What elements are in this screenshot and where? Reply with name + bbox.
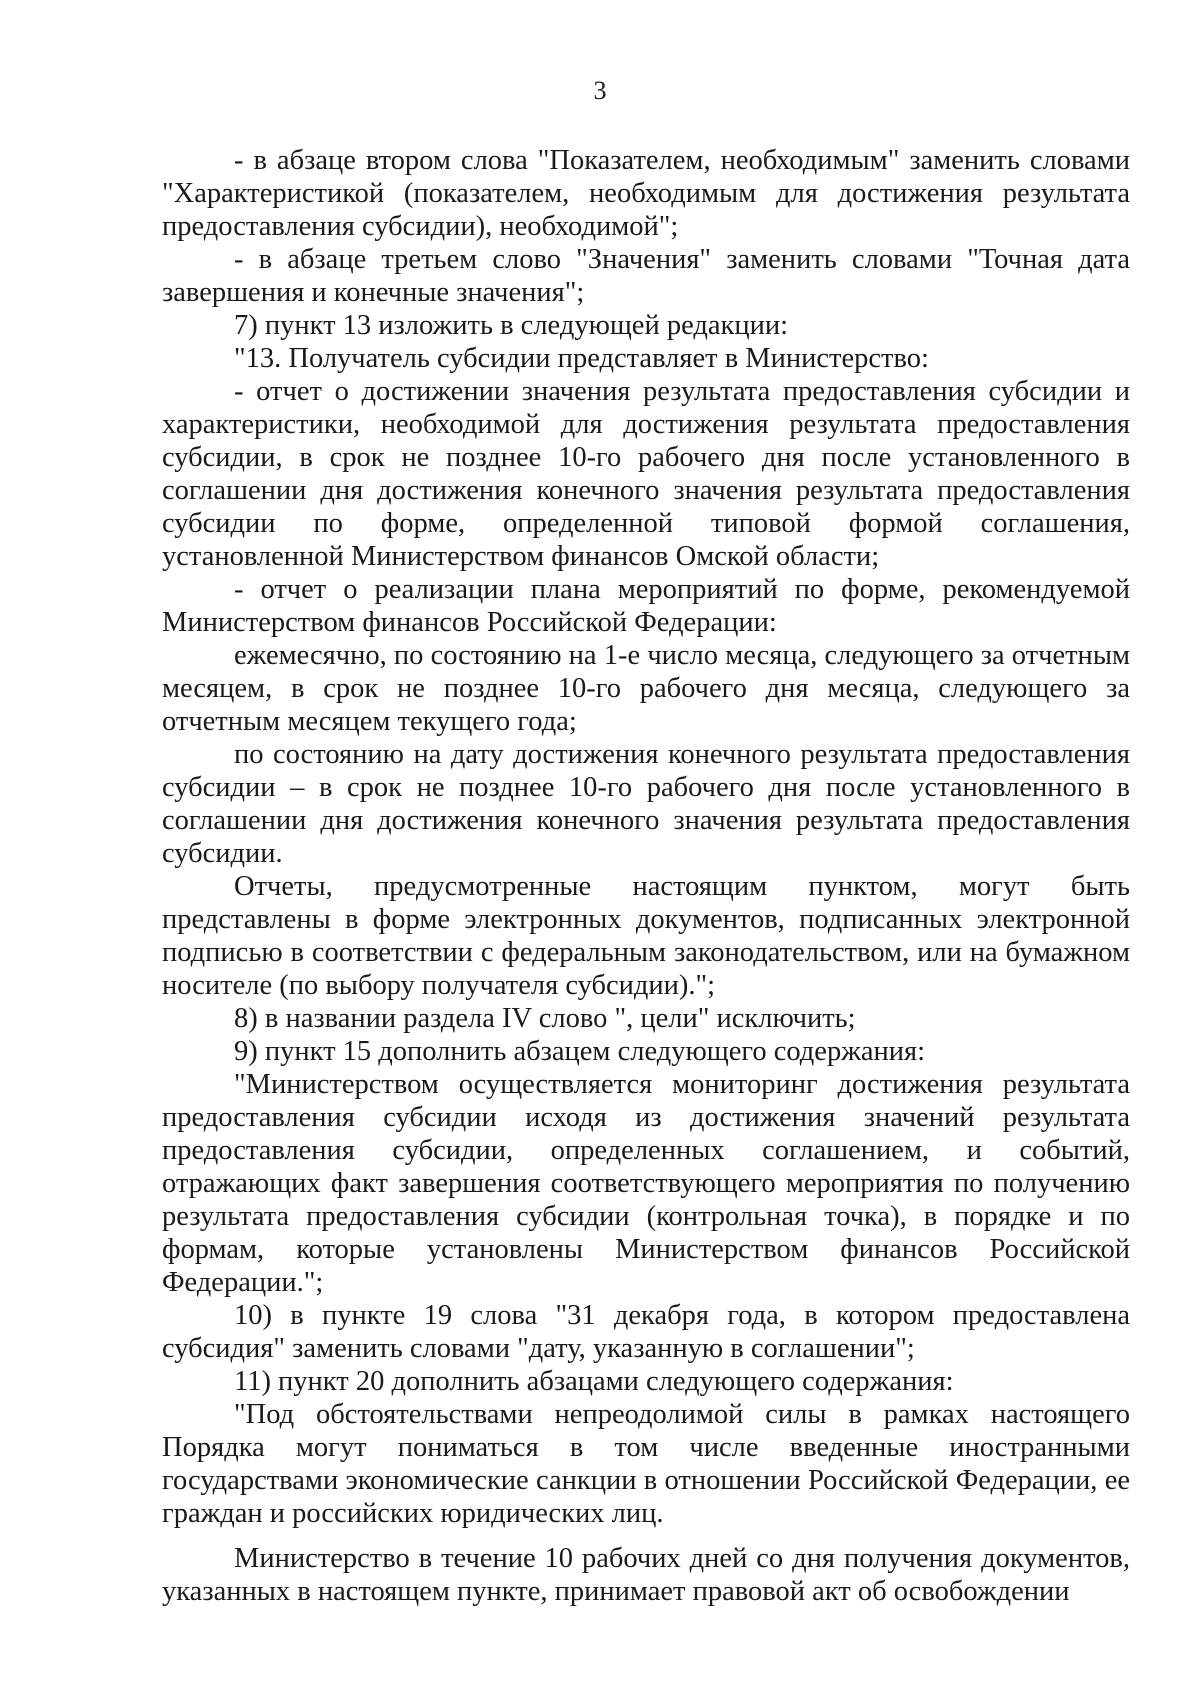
- paragraph: Отчеты, предусмотренные настоящим пунктом, могут быть представлены в форме электронных документов, подписанных электронной подписью в соответствии с федеральным законодательством, или на бумажном носителе (по выбору получателя субсидии).";: [162, 871, 1130, 1001]
- paragraph: 10) в пункте 19 слова "31 декабря года, в котором предоставлена субсидия" заменить словами "дату, указанную в соглашении";: [162, 1300, 1130, 1364]
- paragraph: - отчет о реализации плана мероприятий по форме, рекомендуемой Министерством финансов Российской Федерации:: [162, 574, 1130, 638]
- paragraph: 7) пункт 13 изложить в следующей редакции:: [234, 310, 789, 341]
- paragraph: - в абзаце втором слова "Показателем, необходимым" заменить словами "Характеристикой (показателем, необходимым для достижения результата предоставления субсидии), необходимой";: [162, 145, 1130, 242]
- page-number: 3: [593, 76, 607, 105]
- paragraph: Министерство в течение 10 рабочих дней со дня получения документов, указанных в настоящем пункте, принимает правовой акт об освобождении: [162, 1543, 1130, 1607]
- document-body: [162, 144, 1130, 1608]
- paragraph: по состоянию на дату достижения конечного результата предоставления субсидии – в срок не позднее 10-го рабочего дня после установленного в соглашении дня достижения конечного значения результата предоставления субсидии.: [162, 739, 1130, 869]
- paragraph: - отчет о достижении значения результата предоставления субсидии и характеристики, необходимой для достижения результата предоставления субсидии, в срок не позднее 10-го рабочего дня после установленного в соглашении дня достижения конечного значения результата предоставления субсидии по форме, определенной типовой формой соглашения, установленной Министерством финансов Омской области;: [162, 376, 1130, 572]
- paragraph: "13. Получатель субсидии представляет в Министерство:: [234, 343, 929, 374]
- paragraph: - в абзаце третьем слово "Значения" заменить словами "Точная дата завершения и конечные значения";: [162, 244, 1130, 308]
- paragraph: 8) в названии раздела IV слово ", цели" исключить;: [234, 1003, 856, 1034]
- paragraph: "Под обстоятельствами непреодолимой силы в рамках настоящего Порядка могут пониматься в том числе введенные иностранными государствами экономические санкции в отношении Российской Федерации, ее граждан и российских юридических лиц.: [162, 1399, 1130, 1529]
- paragraph: ежемесячно, по состоянию на 1-е число месяца, следующего за отчетным месяцем, в срок не позднее 10-го рабочего дня месяца, следующего за отчетным месяцем текущего года;: [162, 640, 1130, 737]
- paragraph: "Министерством осуществляется мониторинг достижения результата предоставления субсидии исходя из достижения значений результата предоставления субсидии, определенных соглашением, и событий, отражающих факт завершения соответствующего мероприятия по получению результата предоставления субсидии (контрольная точка), в порядке и по формам, которые установлены Министерством финансов Российской Федерации.";: [162, 1069, 1130, 1298]
- paragraph: 9) пункт 15 дополнить абзацем следующего содержания:: [234, 1036, 926, 1067]
- paragraph: 11) пункт 20 дополнить абзацами следующего содержания:: [234, 1366, 954, 1397]
